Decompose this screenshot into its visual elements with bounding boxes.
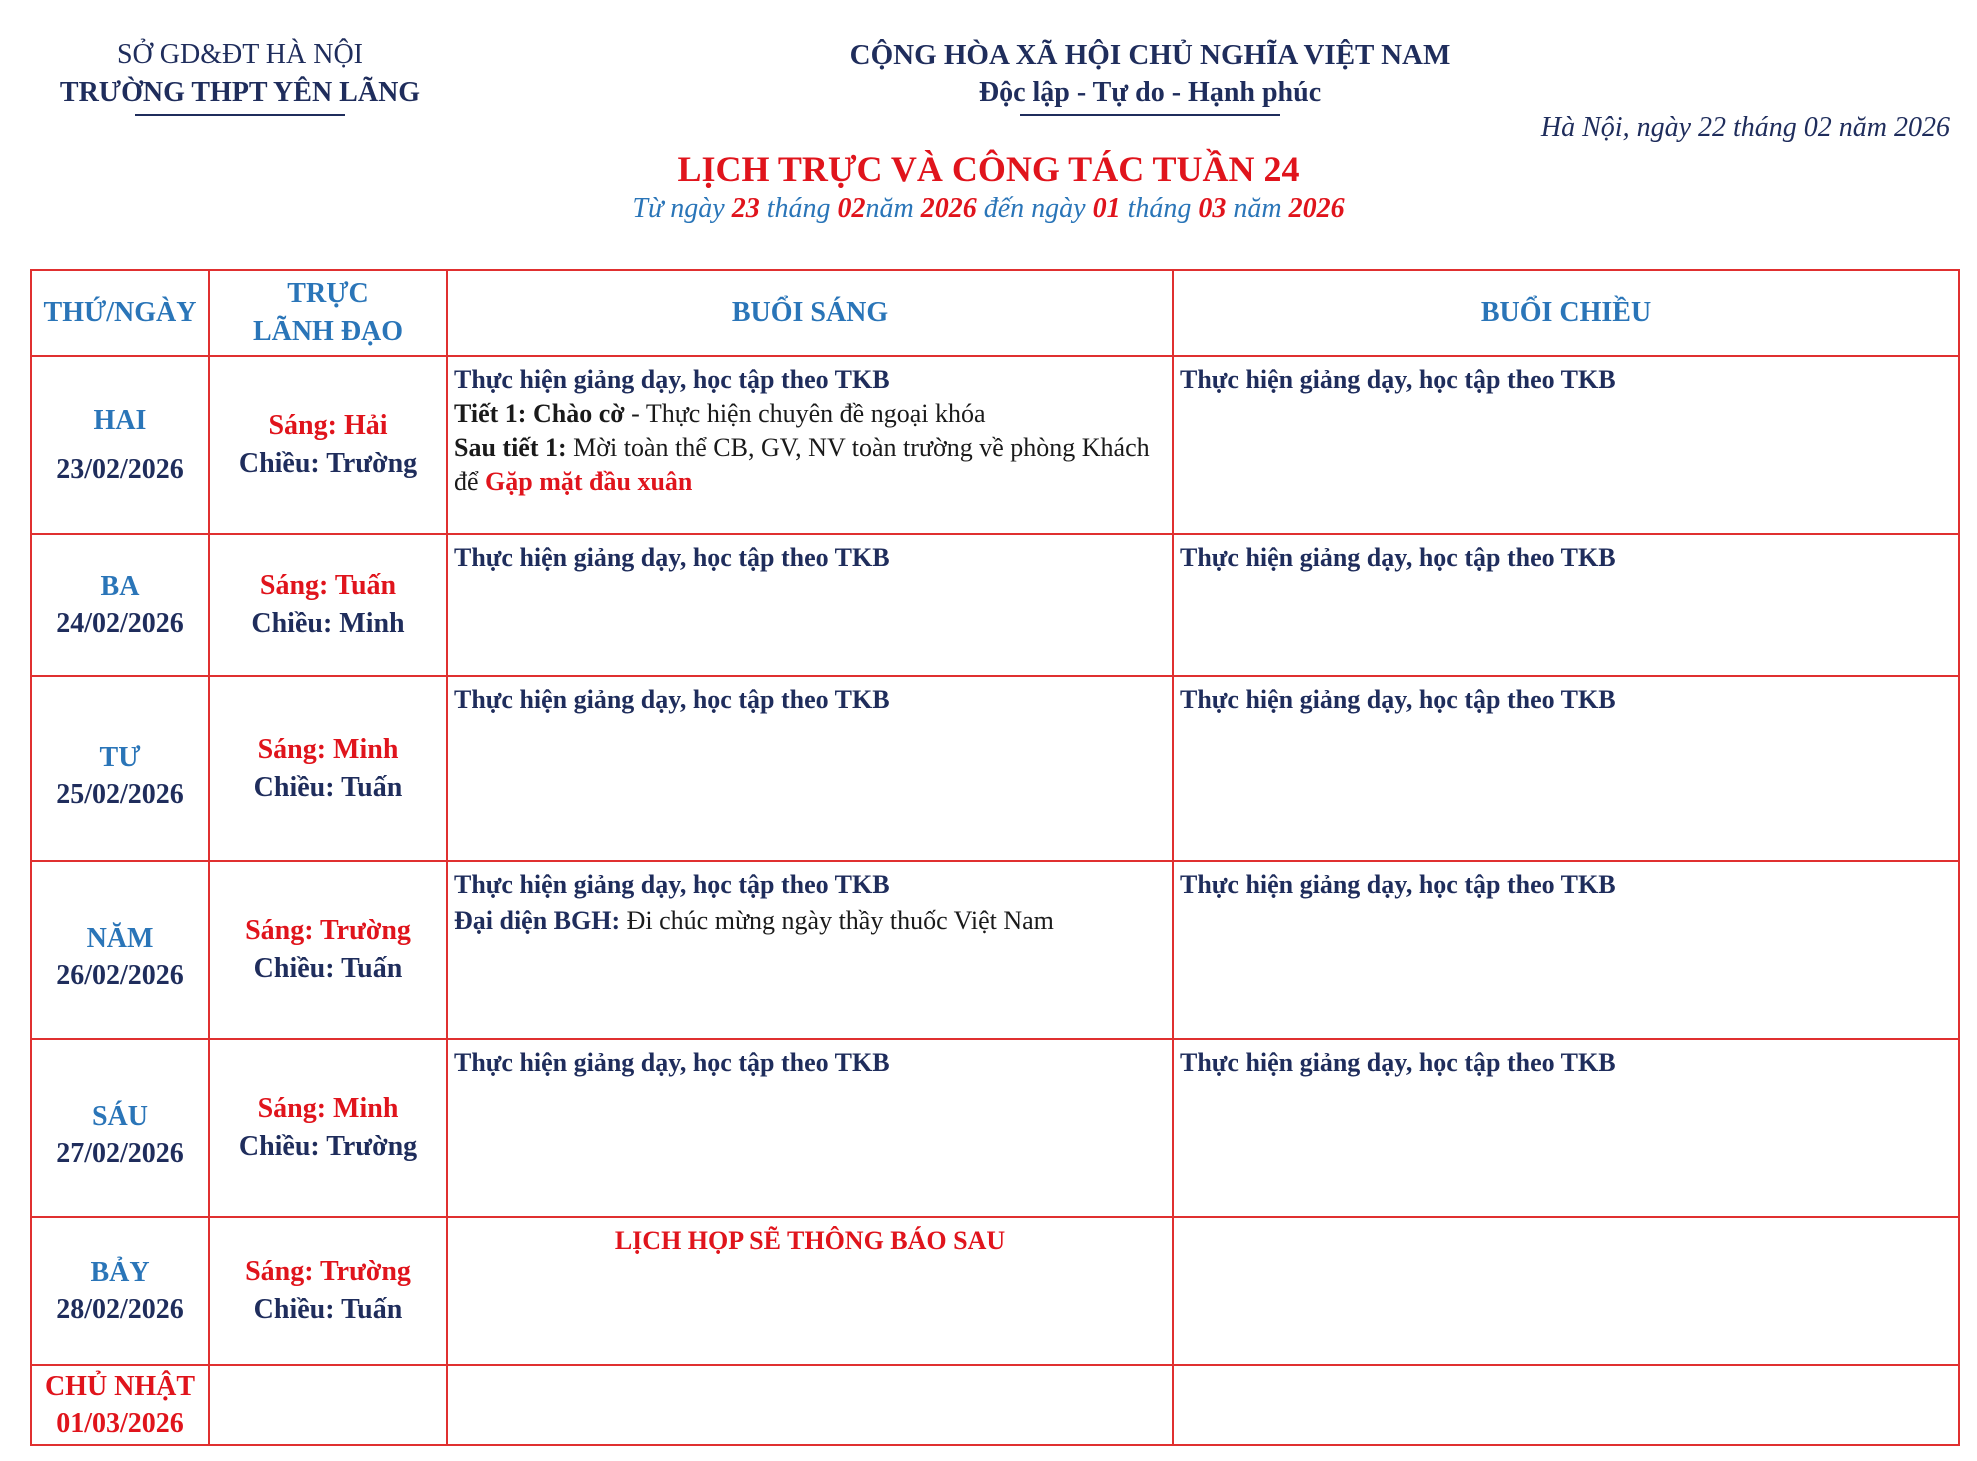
duty-cell — [209, 1365, 447, 1445]
duty-cell: Sáng: Tuấn Chiều: Minh — [209, 534, 447, 676]
col-morning-header: BUỔI SÁNG — [447, 270, 1173, 356]
duty-cell: Sáng: Trường Chiều: Tuấn — [209, 1217, 447, 1365]
table-row — [31, 861, 1959, 1039]
afternoon-cell: Thực hiện giảng dạy, học tập theo TKB — [1173, 861, 1959, 1039]
motto-underline — [1020, 114, 1280, 116]
table-row — [31, 356, 1959, 534]
day-cell: SÁU 27/02/2026 — [31, 1039, 209, 1217]
afternoon-cell: Thực hiện giảng dạy, học tập theo TKB — [1173, 534, 1959, 676]
col-duty-header: TRỰC LÃNH ĐẠO — [209, 270, 447, 356]
place-date: Hà Nội, ngày 22 tháng 02 năm 2026 — [1540, 112, 1950, 143]
col-afternoon-header: BUỔI CHIỀU — [1173, 270, 1959, 356]
morning-cell: Thực hiện giảng dạy, học tập theo TKB — [447, 534, 1173, 676]
duty-cell: Sáng: Minh Chiều: Tuấn — [209, 676, 447, 861]
table-row — [31, 676, 1959, 861]
morning-cell — [447, 1365, 1173, 1445]
day-cell: BA 24/02/2026 — [31, 534, 209, 676]
page-title: LỊCH TRỰC VÀ CÔNG TÁC TUẦN 24 — [677, 149, 1300, 189]
meeting-notice: LỊCH HỌP SẼ THÔNG BÁO SAU — [614, 1226, 1006, 1255]
table-row — [31, 1039, 1959, 1217]
department-name: SỞ GD&ĐT HÀ NỘI — [116, 39, 364, 70]
afternoon-cell — [1173, 1217, 1959, 1365]
day-cell: HAI 23/02/2026 — [31, 356, 209, 534]
header-left — [30, 36, 450, 116]
day-cell: CHỦ NHẬT 01/03/2026 — [31, 1365, 209, 1445]
duty-cell: Sáng: Trường Chiều: Tuấn — [209, 861, 447, 1039]
header-right — [800, 36, 1500, 116]
school-underline — [135, 114, 345, 116]
afternoon-cell: Thực hiện giảng dạy, học tập theo TKB — [1173, 676, 1959, 861]
afternoon-cell: Thực hiện giảng dạy, học tập theo TKB — [1173, 1039, 1959, 1217]
morning-cell: Thực hiện giảng dạy, học tập theo TKB — [447, 676, 1173, 861]
republic-name: CỘNG HÒA XÃ HỘI CHỦ NGHĨA VIỆT NAM — [849, 39, 1451, 71]
duty-cell: Sáng: Minh Chiều: Trường — [209, 1039, 447, 1217]
col-day-header: THỨ/NGÀY — [31, 270, 209, 356]
table-row — [31, 534, 1959, 676]
table-row — [31, 1365, 1959, 1445]
table-header-row — [31, 270, 1959, 356]
date-range: Từ ngày 23 tháng 02năm 2026 đến ngày 01 tháng 03 năm 2026 — [632, 193, 1345, 224]
morning-cell: Thực hiện giảng dạy, học tập theo TKB Đại diện BGH: Đi chúc mừng ngày thầy thuốc Việt Nam — [447, 861, 1173, 1039]
day-cell: TƯ 25/02/2026 — [31, 676, 209, 861]
school-name: TRƯỜNG THPT YÊN LÃNG — [59, 77, 421, 108]
afternoon-cell — [1173, 1365, 1959, 1445]
schedule-table — [30, 269, 1960, 1446]
morning-cell — [447, 1217, 1173, 1365]
morning-cell: Thực hiện giảng dạy, học tập theo TKB — [447, 1039, 1173, 1217]
day-cell: BẢY 28/02/2026 — [31, 1217, 209, 1365]
table-row — [31, 1217, 1959, 1365]
day-cell: NĂM 26/02/2026 — [31, 861, 209, 1039]
national-motto: Độc lập - Tự do - Hạnh phúc — [978, 77, 1322, 108]
afternoon-cell: Thực hiện giảng dạy, học tập theo TKB — [1173, 356, 1959, 534]
morning-cell: Thực hiện giảng dạy, học tập theo TKB Tiết 1: Chào cờ - Thực hiện chuyên đề ngoại khóa Sau tiết 1: Mời toàn thể CB, GV, NV toàn trường về phòng Khách để Gặp mặt đầu xuân — [447, 356, 1173, 534]
duty-cell: Sáng: Hải Chiều: Trường — [209, 356, 447, 534]
